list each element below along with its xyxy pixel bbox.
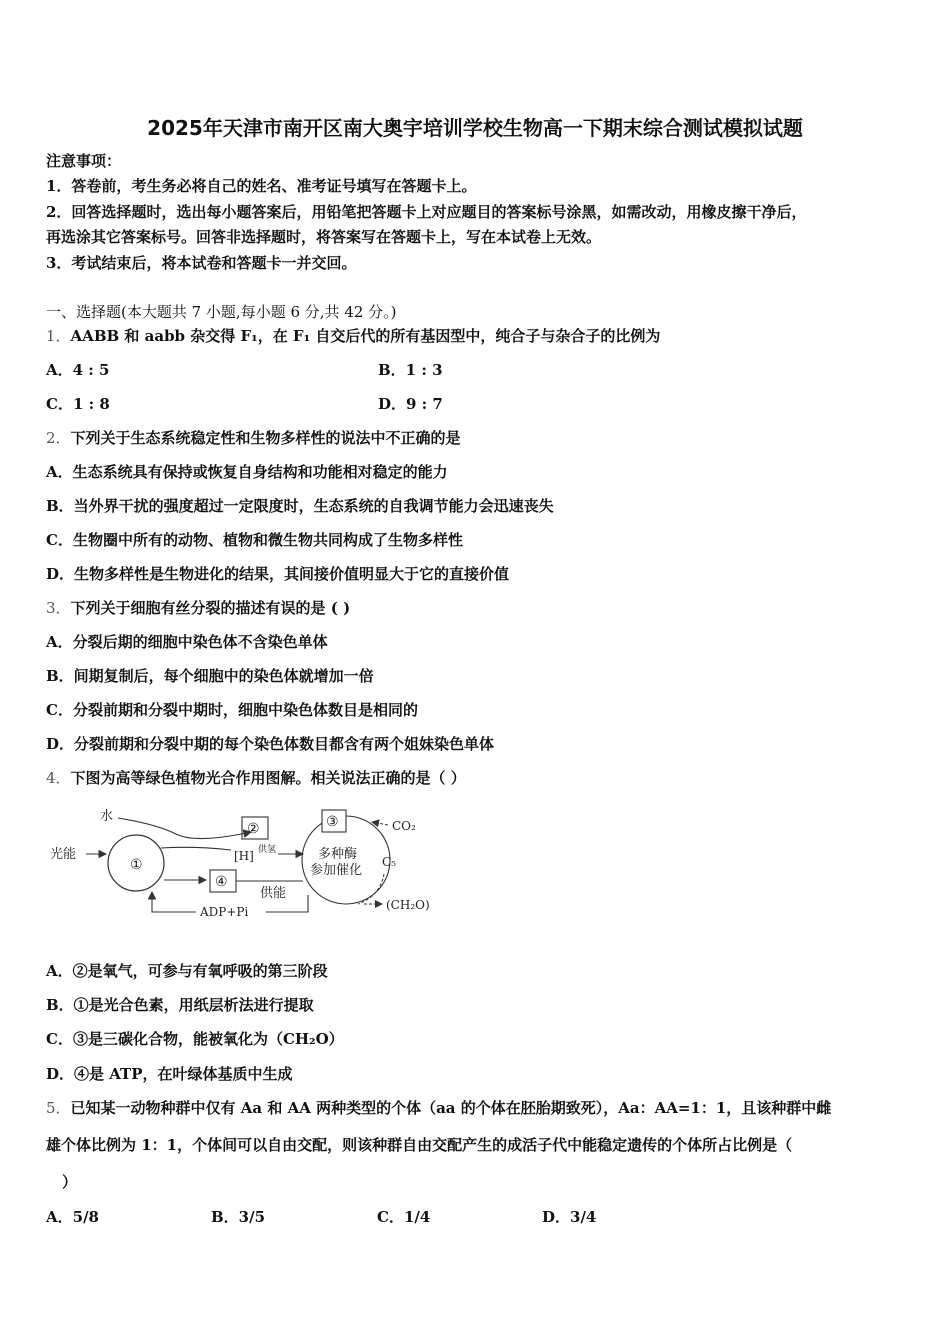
- output-curve: [358, 874, 384, 904]
- label-1: ①: [130, 857, 143, 873]
- question-5: [46, 1098, 831, 1118]
- label-3: ③: [326, 814, 339, 830]
- question-text-cont: 雄个体比例为 1：1，个体间可以自由交配，则该种群自由交配产生的成活子代中能稳定遗传的个体所占比例是（: [46, 1136, 793, 1154]
- question-1: [46, 326, 660, 346]
- question-text: 下图为高等绿色植物光合作用图解。相关说法正确的是（ ）: [70, 769, 466, 787]
- question-number: 5．: [46, 1099, 71, 1117]
- option-b[interactable]: B．间期复制后，每个细胞中的染色体就增加一倍: [46, 667, 374, 685]
- question-text: 已知某一动物种群中仅有 Aa 和 AA 两种类型的个体（aa 的个体在胚胎期致死），Aa：AA=1：1，且该种群中雌: [70, 1099, 832, 1117]
- energy-label: 供能: [260, 886, 287, 901]
- light-label: 光能: [50, 847, 77, 862]
- h-path: [161, 847, 231, 850]
- option-d[interactable]: D．分裂前期和分裂中期的每个染色体数目都含有两个姐妹染色单体: [46, 735, 495, 753]
- option-b[interactable]: B．1 : 3: [378, 361, 443, 379]
- question-3: [46, 598, 350, 618]
- option-a[interactable]: A．分裂后期的细胞中染色体不含染色单体: [46, 633, 328, 651]
- notice-item: 1．答卷前，考生务必将自己的姓名、准考证号填写在答题卡上。: [46, 177, 477, 195]
- option-c[interactable]: C．生物圈中所有的动物、植物和微生物共同构成了生物多样性: [46, 531, 463, 549]
- co2-arrow: [372, 822, 388, 825]
- co2-label: CO₂: [392, 819, 416, 833]
- option-c[interactable]: C．③是三碳化合物，能被氧化为（CH₂O）: [46, 1030, 344, 1048]
- ch2o-label: (CH₂O): [386, 898, 430, 912]
- option-d[interactable]: D．④是 ATP，在叶绿体基质中生成: [46, 1065, 293, 1083]
- option-b[interactable]: B．①是光合色素，用纸层析法进行提取: [46, 996, 314, 1014]
- option-a[interactable]: A．②是氧气，可参与有氧呼吸的第三阶段: [46, 962, 328, 980]
- notice-item: 3．考试结束后，将本试卷和答题卡一并交回。: [46, 254, 357, 272]
- question-number: 4．: [46, 769, 71, 787]
- option-a[interactable]: A．4 : 5: [46, 361, 110, 379]
- photosynthesis-diagram: [46, 800, 446, 925]
- question-text: 下列关于生态系统稳定性和生物多样性的说法中不正确的是: [70, 429, 461, 447]
- label-4: ④: [215, 874, 228, 890]
- page-title: 2025年天津市南开区南大奥宇培训学校生物高一下期末综合测试模拟试题: [147, 116, 803, 140]
- section-heading: 一、选择题(本大题共 7 小题,每小题 6 分,共 42 分。): [46, 303, 397, 321]
- notice-heading: 注意事项：: [46, 152, 122, 170]
- adp-label: ADP+Pi: [200, 905, 249, 919]
- question-number: 1．: [46, 327, 71, 345]
- enzyme-label-1: 多种酶: [318, 847, 358, 862]
- option-a[interactable]: A．生态系统具有保持或恢复自身结构和功能相对稳定的能力: [46, 463, 448, 481]
- option-d[interactable]: D．3/4: [542, 1208, 597, 1226]
- enzyme-label-2: 参加催化: [310, 863, 363, 878]
- question-4: [46, 768, 466, 788]
- option-c[interactable]: C．分裂前期和分裂中期时，细胞中染色体数目是相同的: [46, 701, 418, 719]
- c5-label: C₅: [382, 855, 396, 869]
- water-label: 水: [100, 809, 114, 824]
- notice-item: 2．回答选择题时，选出每小题答案后，用铅笔把答题卡上对应题目的答案标号涂黑，如需改动，用橡皮擦干净后，: [46, 203, 807, 221]
- option-b[interactable]: B．3/5: [211, 1208, 266, 1226]
- option-d[interactable]: D．9 : 7: [378, 395, 443, 413]
- option-c[interactable]: C．1/4: [377, 1208, 431, 1226]
- label-2: ②: [247, 821, 260, 837]
- option-c[interactable]: C．1 : 8: [46, 395, 110, 413]
- h-label: [H]: [234, 849, 254, 863]
- option-d[interactable]: D．生物多样性是生物进化的结果，其间接价值明显大于它的直接价值: [46, 565, 510, 583]
- question-text-cont: ）: [62, 1173, 78, 1191]
- question-number: 2．: [46, 429, 71, 447]
- notice-item: 再选涂其它答案标号。回答非选择题时，将答案写在答题卡上，写在本试卷上无效。: [46, 228, 602, 246]
- option-b[interactable]: B．当外界干扰的强度超过一定限度时，生态系统的自我调节能力会迅速丧失: [46, 497, 554, 515]
- question-text: AABB 和 aabb 杂交得 F₁，在 F₁ 自交后代的所有基因型中，纯合子与杂合子的比例为: [70, 327, 661, 345]
- question-text: 下列关于细胞有丝分裂的描述有误的是 ( ): [70, 599, 351, 617]
- question-2: [46, 428, 461, 448]
- h-supply-label: 供氢: [258, 845, 277, 855]
- question-number: 3．: [46, 599, 71, 617]
- option-a[interactable]: A．5/8: [46, 1208, 99, 1226]
